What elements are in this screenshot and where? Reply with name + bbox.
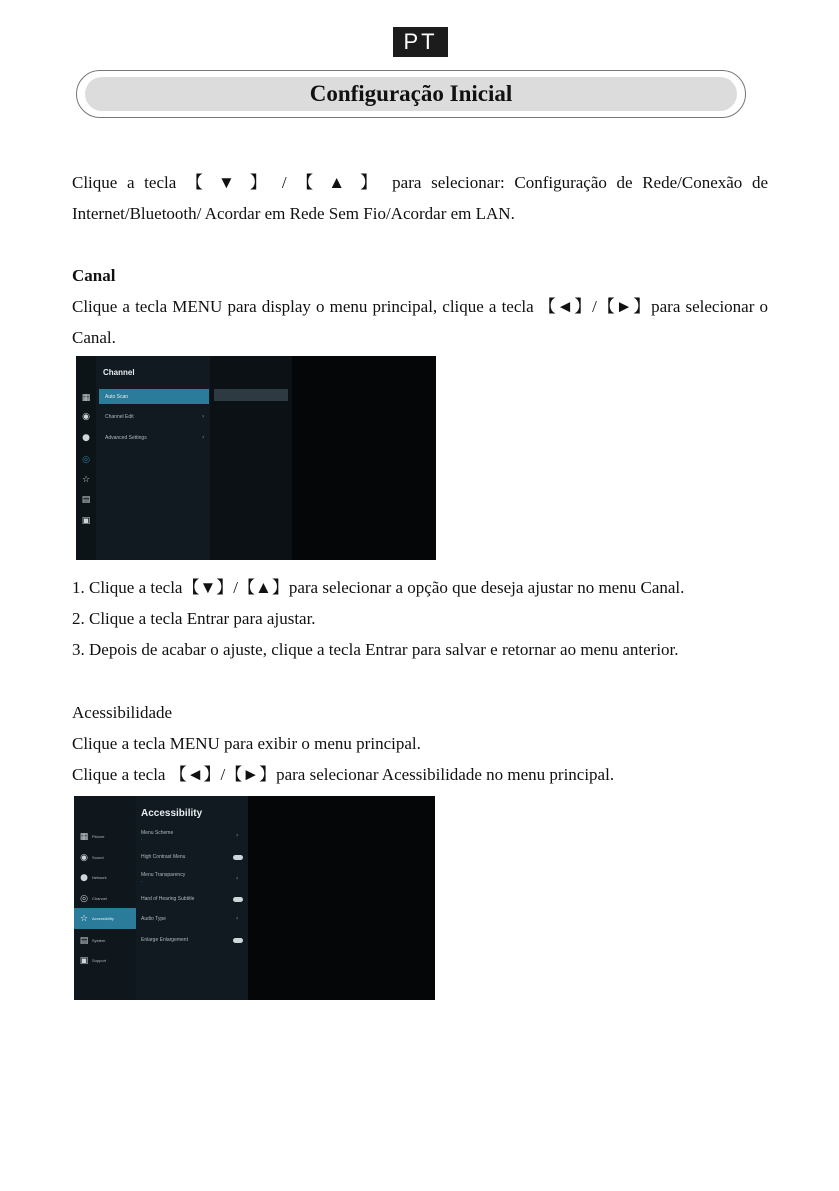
sidebar-item: Support xyxy=(92,958,107,963)
sidebar-item: Channel xyxy=(92,896,107,901)
sidebar-item: Sound xyxy=(92,855,104,860)
page-title: Configuração Inicial xyxy=(85,77,737,111)
section-banner xyxy=(76,70,746,118)
acessibilidade-line: Clique a tecla MENU para exibir o menu principal. xyxy=(72,734,421,753)
system-icon: ▤ xyxy=(79,936,89,946)
menu-item-value: · xyxy=(141,837,143,843)
toggle-switch xyxy=(233,938,243,943)
menu-item: Audio Type xyxy=(141,916,166,922)
support-icon: ▣ xyxy=(81,516,91,526)
sidebar-item: Accessibility xyxy=(92,916,114,921)
acessibilidade-line: Clique a tecla 【◄】/【►】para selecionar Acessibilidade no menu principal. xyxy=(72,765,615,784)
chevron-right-icon: › xyxy=(202,413,205,420)
channel-menu-screenshot xyxy=(76,356,436,560)
chevron-right-icon: › xyxy=(236,875,239,882)
menu-item: Hard of Hearing Subtitle xyxy=(141,896,195,902)
language-badge: PT xyxy=(393,27,448,57)
chevron-right-icon: › xyxy=(236,832,239,839)
menu-item-value: · xyxy=(141,879,143,885)
picture-icon: ▦ xyxy=(79,832,89,842)
accessibility-menu-screenshot xyxy=(74,796,435,1000)
sound-icon: ◉ xyxy=(80,853,88,863)
menu-item: High Contrast Menu xyxy=(141,854,186,860)
menu-item: Enlarge Enlargement xyxy=(141,937,188,943)
canal-step: 2. Clique a tecla Entrar para ajustar. xyxy=(72,609,316,628)
accessibility-icon: ☆ xyxy=(81,475,91,485)
intro-paragraph: Clique a tecla 【 ▼ 】 / 【 ▲ 】 para selecionar: Configuração de Rede/Conexão de Internet/Bluetooth/ Acordar em Rede Sem Fio/Acordar em LAN. xyxy=(72,173,768,223)
support-icon: ▣ xyxy=(79,956,89,966)
channel-icon: ◎ xyxy=(80,894,88,904)
chevron-right-icon: › xyxy=(202,434,205,441)
channel-icon: ◎ xyxy=(82,455,90,465)
acessibilidade-heading: Acessibilidade xyxy=(72,703,173,722)
menu-item: Auto Scan xyxy=(105,394,129,400)
system-icon: ▤ xyxy=(81,495,91,505)
accessibility-icon: ☆ xyxy=(79,914,89,924)
network-icon: ● xyxy=(82,433,90,443)
network-icon: ● xyxy=(80,873,88,883)
picture-icon: ▦ xyxy=(81,393,91,403)
canal-heading: Canal xyxy=(72,266,116,285)
canal-paragraph: Clique a tecla MENU para display o menu principal, clique a tecla 【◄】/【►】para selecionar o Canal. xyxy=(72,297,768,347)
menu-title: Accessibility xyxy=(141,808,203,819)
menu-item: Channel Edit xyxy=(105,414,134,420)
menu-item: Menu Transparency xyxy=(141,872,186,878)
canal-step: 3. Depois de acabar o ajuste, clique a tecla Entrar para salvar e retornar ao menu anterior. xyxy=(72,640,679,659)
toggle-switch xyxy=(233,897,243,902)
sidebar-item: System xyxy=(92,938,106,943)
sidebar-item: Picture xyxy=(92,834,105,839)
sound-icon: ◉ xyxy=(82,412,90,422)
toggle-switch xyxy=(233,855,243,860)
canal-step: 1. Clique a tecla【▼】/【▲】para selecionar a opção que deseja ajustar no menu Canal. xyxy=(72,578,685,597)
menu-item: Advanced Settings xyxy=(105,435,147,441)
chevron-right-icon: › xyxy=(236,915,239,922)
sidebar-item: Network xyxy=(92,875,107,880)
menu-title: Channel xyxy=(103,368,135,377)
menu-item: Menu Scheme xyxy=(141,830,174,836)
